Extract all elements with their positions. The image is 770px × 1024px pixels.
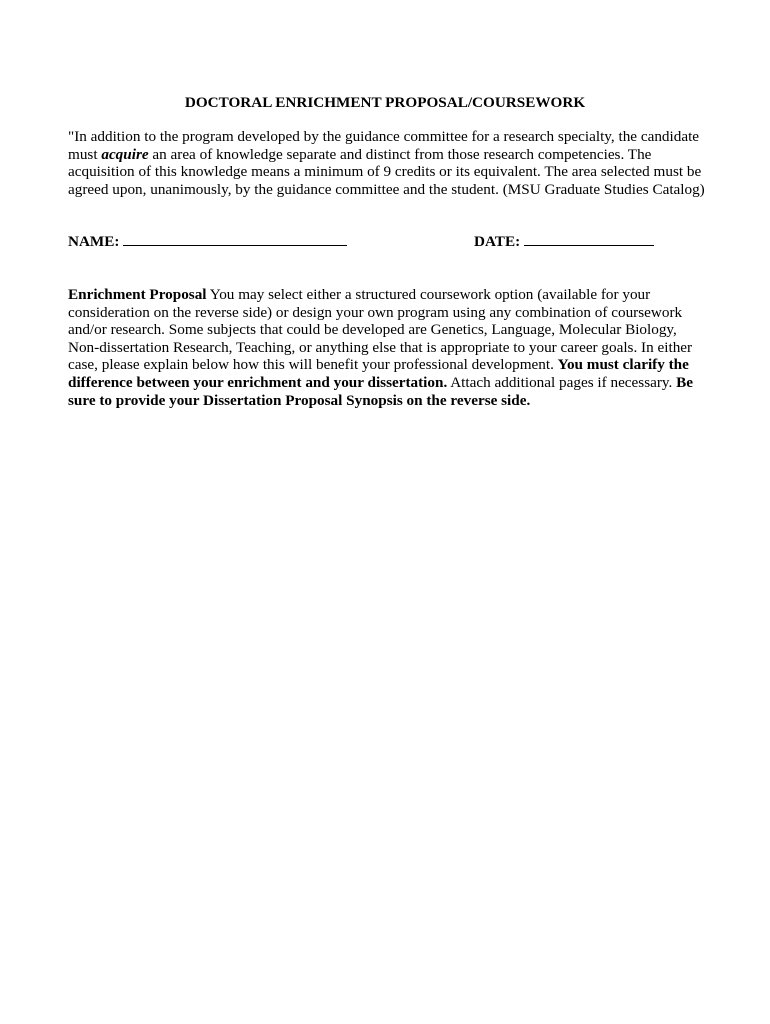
- proposal-clarify-note: You must clarify the difference between your enrichment and your dissertation.: [68, 356, 689, 391]
- proposal-synopsis-note: Be sure to provide your Dissertation Proposal Synopsis on the reverse side.: [68, 373, 693, 409]
- name-blank-line[interactable]: [123, 233, 347, 246]
- date-field-group: [474, 233, 654, 251]
- proposal-body: You may select either a structured coursework option (available for your consideration on the reverse side) or design your own program using any combination of coursework and/or research. Some subjects that could be developed are Genetics, Language, Molecular Biology, Non-dissertation Research, Teaching, or anything else that is appropriate to your career goals. In either case, please explain below how this will benefit your professional development.: [68, 286, 693, 374]
- intro-paragraph: [68, 128, 708, 198]
- intro-text-start: "In addition to the program developed by the guidance committee for a research specialty, the candidate must: [68, 128, 700, 163]
- intro-emphasis: acquire: [101, 145, 149, 163]
- form-fields: [68, 233, 708, 253]
- name-field-group: [68, 233, 347, 251]
- enrichment-proposal-paragraph: [68, 286, 708, 409]
- proposal-attach-note: Attach additional pages if necessary.: [447, 373, 677, 391]
- name-label: NAME:: [68, 233, 120, 250]
- intro-text-end: an area of knowledge separate and distinct from those research competencies. The acquisition of this knowledge means a minimum of 9 credits or its equivalent. The area selected must be agreed upon, unanimously, by the guidance committee and the student. (MSU Graduate Studies Catalog): [68, 145, 705, 198]
- date-blank-line[interactable]: [524, 233, 654, 246]
- date-label: DATE:: [474, 233, 521, 250]
- document-title: DOCTORAL ENRICHMENT PROPOSAL/COURSEWORK: [184, 94, 586, 111]
- proposal-heading: Enrichment Proposal: [68, 286, 207, 303]
